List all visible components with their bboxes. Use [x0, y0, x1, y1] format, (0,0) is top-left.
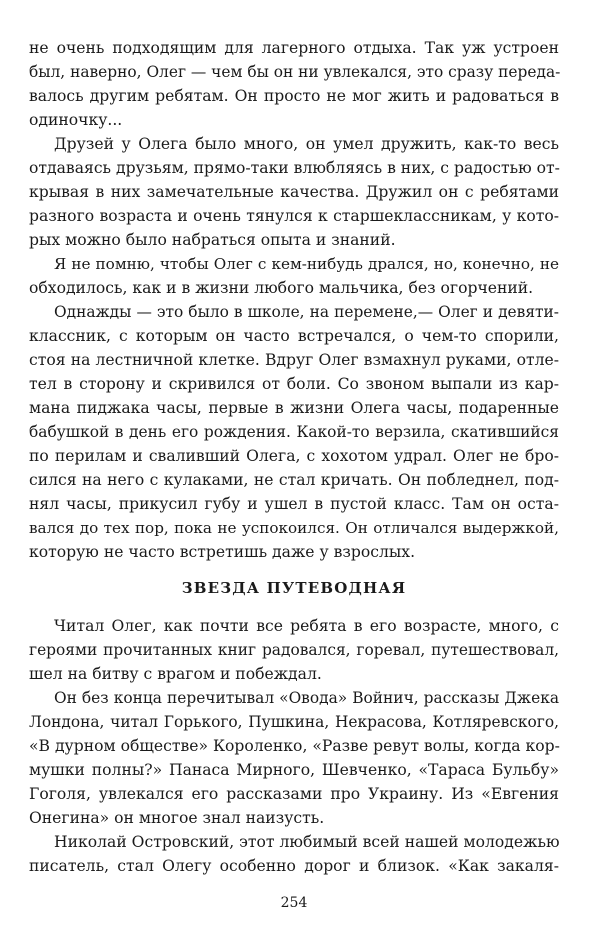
paragraph-first-line: Однажды — это было в школе, на перемене,— Олег и девяти-: [54, 303, 559, 321]
text-line: героями прочитанных книг радовался, горевал, путешествовал,: [29, 641, 559, 659]
text-line: мана пиджака часы, первые в жизни Олега часы, подаренные: [29, 399, 559, 417]
text-line: мушки полны?» Панаса Мирного, Шевченко, «Тараса Бульбу»: [29, 761, 559, 779]
paragraph-first-line: Друзей у Олега было много, он умел дружить, как-то весь: [54, 135, 559, 153]
text-line: «В дурном обществе» Короленко, «Разве ревут волы, когда кор-: [29, 737, 560, 755]
text-line: вался до тех пор, пока не успокоился. Он отличался выдержкой,: [29, 519, 559, 537]
text-line: сился на него с кулаками, не стал кричать. Он побледнел, под-: [29, 471, 559, 489]
paragraph-first-line: Читал Олег, как почти все ребята в его возрасте, много, с: [54, 617, 559, 635]
chapter-heading: ЗВЕЗДА ПУТЕВОДНАЯ: [181, 579, 407, 597]
text-line: Лондона, читал Горького, Пушкина, Некрасова, Котляревского,: [29, 713, 559, 731]
text-line: тел в сторону и скривился от боли. Со звоном выпали из кар-: [29, 375, 559, 393]
text-line: Гоголя, увлекался его рассказами про Украину. Из «Евгения: [29, 785, 559, 803]
text-line: писатель, стал Олегу особенно дорог и близок. «Как закаля-: [29, 857, 559, 875]
text-line: Онегина» он многое знал наизусть.: [29, 809, 325, 827]
text-line: не очень подходящим для лагерного отдыха. Так уж устроен: [29, 39, 559, 57]
text-line: разного возраста и очень тянулся к старшеклассникам, у кото-: [29, 207, 559, 225]
text-line: классник, с которым он часто встречался, о чем-то спорили,: [29, 327, 559, 345]
text-line: нял часы, прикусил губу и ушел в пустой класс. Там он оста-: [29, 495, 559, 513]
text-line: отдаваясь друзьям, прямо-таки влюбляясь в них, с радостью от-: [29, 159, 560, 177]
text-line: одиночку...: [29, 111, 123, 129]
text-line: обходилось, как и в жизни любого мальчика, без огорчений.: [29, 279, 534, 297]
text-line: шел на битву с врагом и побеждал.: [29, 665, 322, 683]
paragraph-first-line: Николай Островский, этот любимый всей нашей молодежью: [54, 833, 560, 851]
text-line: бабушкой в день его рождения. Какой-то верзила, скатившийся: [29, 423, 559, 441]
text-line: стоя на лестничной клетке. Вдруг Олег взмахнул руками, отле-: [29, 351, 559, 369]
paragraph-first-line: Я не помню, чтобы Олег с кем-нибудь дрался, но, конечно, не: [54, 255, 559, 273]
paragraph-first-line: Он без конца перечитывал «Овода» Войнич, рассказы Джека: [54, 689, 559, 707]
text-line: по перилам и сваливший Олега, с хохотом удрал. Олег не бро-: [29, 447, 559, 465]
text-line: валось другим ребятам. Он просто не мог жить и радоваться в: [29, 87, 559, 105]
text-line: которую не часто встретишь даже у взрослых.: [29, 543, 416, 561]
text-line: был, наверно, Олег — чем бы он ни увлекался, это сразу переда-: [29, 63, 561, 81]
text-line: крывая в них замечательные качества. Дружил он с ребятами: [29, 183, 559, 201]
page-number: 254: [280, 895, 308, 911]
text-line: рых можно было набраться опыта и знаний.: [29, 231, 396, 249]
